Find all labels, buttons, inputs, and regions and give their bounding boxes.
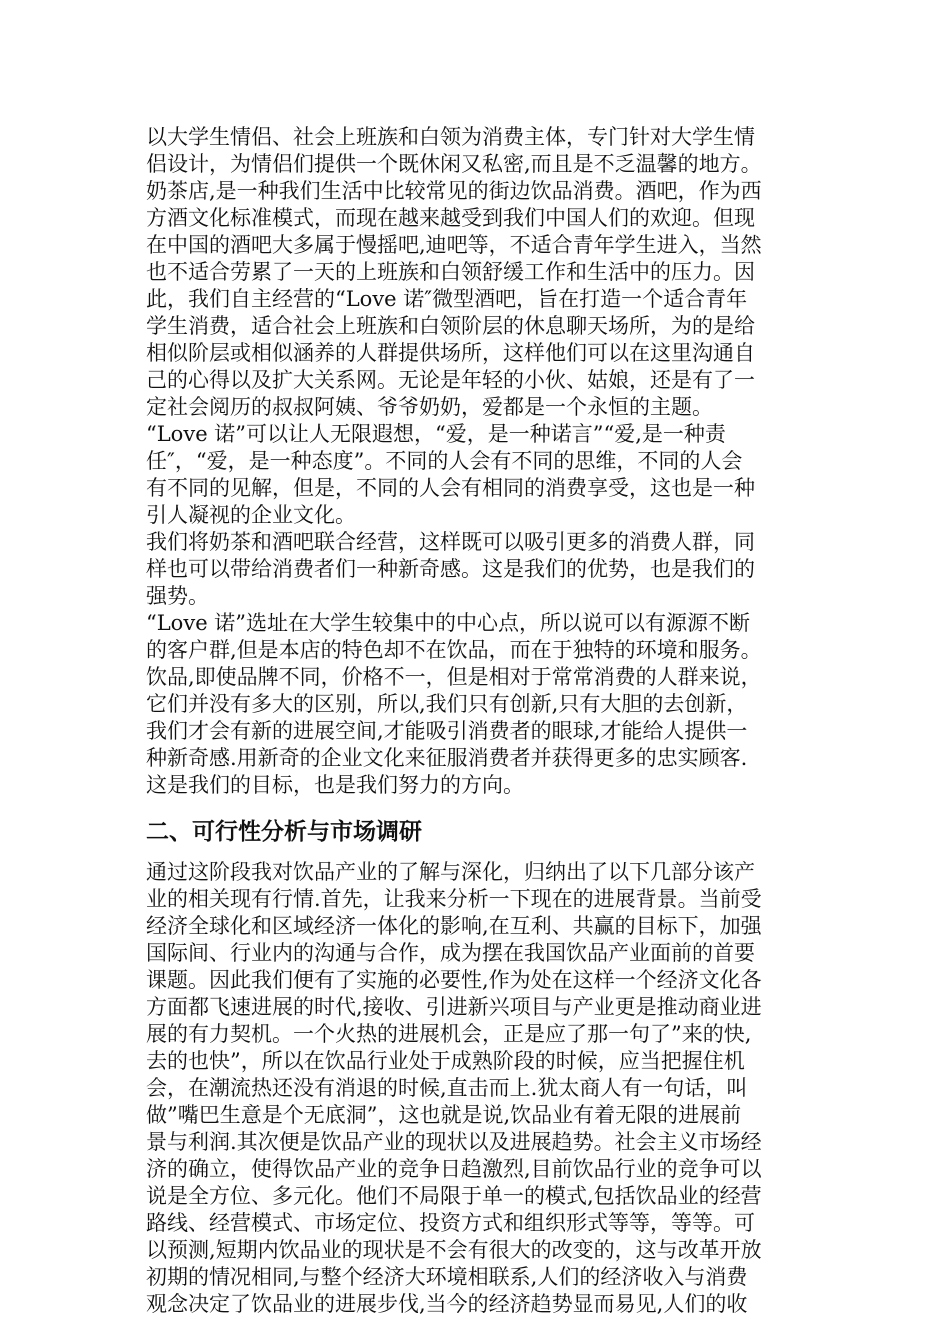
text-line: 的客户群,但是本店的特色却不在饮品，而在于独特的环境和服务。 bbox=[146, 638, 762, 662]
text-line: 初期的情况相同,与整个经济大环境相联系,人们的经济收入与消费 bbox=[146, 1265, 748, 1289]
text-line: 路线、经营模式、市场定位、投资方式和组织形式等等，等等。可 bbox=[146, 1211, 755, 1235]
text-line: 相似阶层或相似涵养的人群提供场所，这样他们可以在这里沟通自 bbox=[146, 341, 755, 365]
paragraph bbox=[146, 529, 806, 610]
text-line: 这是我们的目标，也是我们努力的方向。 bbox=[146, 773, 524, 797]
text-line: 侣设计，为情侣们提供一个既休闲又私密,而且是不乏温馨的地方。 bbox=[146, 152, 762, 176]
text-line: 会，在潮流热还没有消退的时候,直击而上.犹太商人有一句话，叫 bbox=[146, 1076, 748, 1100]
paragraph bbox=[146, 610, 806, 799]
text-line: 奶茶店,是一种我们生活中比较常见的街边饮品消费。酒吧，作为西 bbox=[146, 179, 762, 203]
paragraph bbox=[146, 859, 806, 1318]
text-line: 它们并没有多大的区别，所以,我们只有创新,只有大胆的去创新， bbox=[146, 692, 748, 716]
text-line: 说是全方位、多元化。他们不局限于单一的模式,包括饮品业的经营 bbox=[146, 1184, 762, 1208]
text-line: 业的相关现有行情.首先，让我来分析一下现在的进展背景。当前受 bbox=[146, 887, 762, 911]
text-line: 样也可以带给消费者们一种新奇感。这是我们的优势，也是我们的 bbox=[146, 557, 755, 581]
text-line: 己的心得以及扩大关系网。无论是年轻的小伙、姑娘，还是有了一 bbox=[146, 368, 755, 392]
text-line: 课题。因此我们便有了实施的必要性,作为处在这样一个经济文化各 bbox=[146, 968, 762, 992]
paragraph bbox=[146, 124, 806, 178]
text-line: 国际间、行业内的沟通与合作，成为摆在我国饮品产业面前的首要 bbox=[146, 941, 755, 965]
text-line: 定社会阅历的叔叔阿姨、爷爷奶奶，爱都是一个永恒的主题。 bbox=[146, 395, 713, 419]
paragraph bbox=[146, 178, 806, 421]
section-heading: 二、可行性分析与市场调研 bbox=[146, 819, 422, 845]
text-line: 强势。 bbox=[146, 584, 209, 608]
text-line: 去的也快”，所以在饮品行业处于成熟阶段的时候，应当把握住机 bbox=[146, 1049, 745, 1073]
text-line: “Love 诺”可以让人无限遐想，“爱，是一种诺言”“爱,是一种责 bbox=[146, 422, 726, 446]
text-line: 学生消费，适合社会上班族和白领阶层的休息聊天场所，为的是给 bbox=[146, 314, 755, 338]
paragraph bbox=[146, 421, 806, 529]
text-line: 以预测,短期内饮品业的现状是不会有很大的改变的，这与改革开放 bbox=[146, 1238, 762, 1262]
text-line: 展的有力契机。一个火热的进展机会，正是应了那一句了”来的快, bbox=[146, 1022, 752, 1046]
text-line: “Love 诺”选址在大学生较集中的中心点，所以说可以有源源不断 bbox=[146, 611, 751, 635]
document-page bbox=[146, 124, 806, 1318]
text-line: 经济全球化和区域经济一体化的影响,在互利、共赢的目标下，加强 bbox=[146, 914, 762, 938]
text-line: 我们才会有新的进展空间,才能吸引消费者的眼球,才能给人提供一 bbox=[146, 719, 748, 743]
text-line: 也不适合劳累了一天的上班族和白领舒缓工作和生活中的压力。因 bbox=[146, 260, 755, 284]
text-line: 我们将奶茶和酒吧联合经营，这样既可以吸引更多的消费人群，同 bbox=[146, 530, 755, 554]
text-line: 种新奇感.用新奇的企业文化来征服消费者并获得更多的忠实顾客. bbox=[146, 746, 748, 770]
text-line: 此，我们自主经营的“Love 诺″微型酒吧，旨在打造一个适合青年 bbox=[146, 287, 748, 311]
text-line: 方酒文化标准模式，而现在越来越受到我们中国人们的欢迎。但现 bbox=[146, 206, 755, 230]
text-line: 任″，“爱，是一种态度”。不同的人会有不同的思维，不同的人会 bbox=[146, 449, 743, 473]
text-line: 济的确立，使得饮品产业的竞争日趋激烈,目前饮品行业的竞争可以 bbox=[146, 1157, 762, 1181]
text-line: 做”嘴巴生意是个无底洞”，这也就是说,饮品业有着无限的进展前 bbox=[146, 1103, 742, 1127]
text-line: 有不同的见解，但是，不同的人会有相同的消费享受，这也是一种 bbox=[146, 476, 755, 500]
text-line: 通过这阶段我对饮品产业的了解与深化，归纳出了以下几部分该产 bbox=[146, 860, 755, 884]
text-line: 饮品,即使品牌不同，价格不一，但是相对于常常消费的人群来说， bbox=[146, 665, 762, 689]
text-line: 以大学生情侣、社会上班族和白领为消费主体，专门针对大学生情 bbox=[146, 125, 755, 149]
intro-section bbox=[146, 124, 806, 799]
text-line: 引人凝视的企业文化。 bbox=[146, 503, 356, 527]
text-line: 方面都飞速进展的时代,接收、引进新兴项目与产业更是推动商业进 bbox=[146, 995, 762, 1019]
text-line: 景与利润.其次便是饮品产业的现状以及进展趋势。社会主义市场经 bbox=[146, 1130, 762, 1154]
text-line: 观念决定了饮品业的进展步伐,当今的经济趋势显而易见,人们的收 bbox=[146, 1292, 748, 1316]
text-line: 在中国的酒吧大多属于慢摇吧,迪吧等，不适合青年学生进入，当然 bbox=[146, 233, 762, 257]
feasibility-section bbox=[146, 859, 806, 1318]
